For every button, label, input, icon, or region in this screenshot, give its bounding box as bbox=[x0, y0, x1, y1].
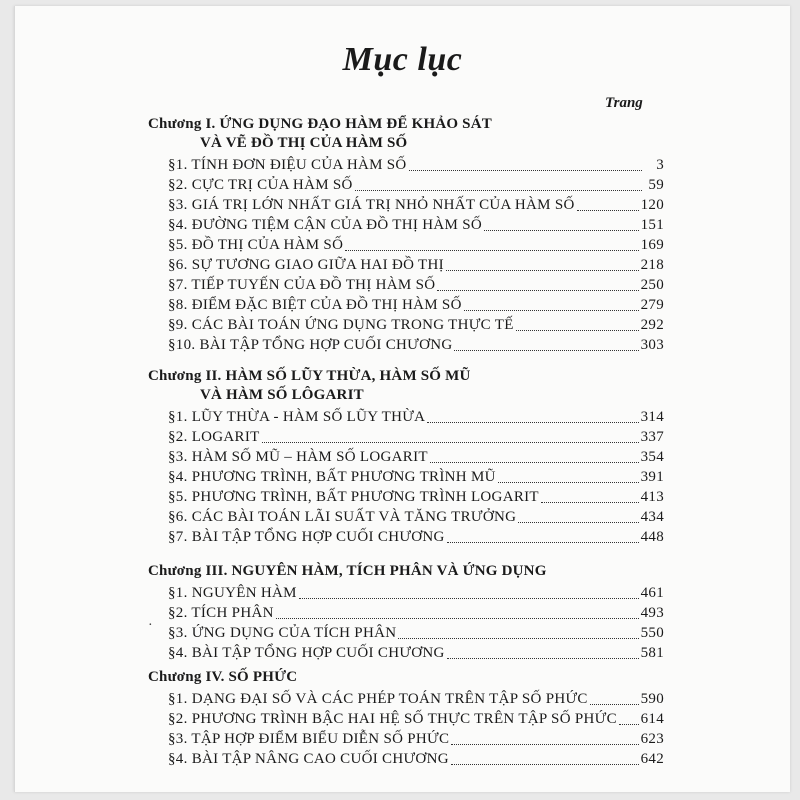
toc-entry[interactable] bbox=[168, 729, 664, 748]
toc-entry-page: 448 bbox=[640, 529, 664, 545]
dot-leader bbox=[454, 349, 638, 351]
toc-entry-label: §9. CÁC BÀI TOÁN ỨNG DỤNG TRONG THỰC TẾ bbox=[168, 317, 514, 333]
toc-entry-label: §5. ĐỒ THỊ CỦA HÀM SỐ bbox=[168, 237, 344, 253]
toc-entry-label: §7. TIẾP TUYẾN CỦA ĐỒ THỊ HÀM SỐ bbox=[168, 277, 436, 293]
toc-entry-page: 250 bbox=[640, 277, 664, 293]
toc-entry-label: §6. CÁC BÀI TOÁN LÃI SUẤT VÀ TĂNG TRƯỞNG bbox=[168, 509, 517, 525]
toc-entry[interactable] bbox=[168, 487, 664, 506]
dot-leader bbox=[484, 229, 639, 231]
toc-entry-page: 218 bbox=[640, 257, 664, 273]
dot-leader bbox=[355, 189, 642, 191]
toc-entry-page: 391 bbox=[640, 469, 664, 485]
toc-entry-page: 614 bbox=[640, 711, 664, 727]
toc-entry-page: 493 bbox=[640, 605, 664, 621]
toc-entry-label: §1. LŨY THỪA - HÀM SỐ LŨY THỪA bbox=[168, 409, 426, 425]
toc-entry[interactable] bbox=[168, 155, 664, 174]
toc-entry[interactable] bbox=[168, 467, 664, 486]
toc-entry[interactable] bbox=[168, 295, 664, 314]
toc-entry-page: 623 bbox=[640, 731, 664, 747]
toc-entry[interactable] bbox=[168, 195, 664, 214]
toc-entry-label: §4. ĐƯỜNG TIỆM CẬN CỦA ĐỒ THỊ HÀM SỐ bbox=[168, 217, 482, 233]
chapter-title-line1: Chương III. NGUYÊN HÀM, TÍCH PHÂN VÀ ỨNG DỤNG bbox=[148, 563, 547, 579]
toc-entry-label: §3. HÀM SỐ MŨ – HÀM SỐ LOGARIT bbox=[168, 449, 428, 465]
dot-leader bbox=[446, 269, 639, 271]
toc-entry[interactable] bbox=[168, 749, 664, 768]
chapter-title-line2: VÀ VẼ ĐỒ THỊ CỦA HÀM SỐ bbox=[200, 135, 408, 151]
dot-leader bbox=[516, 329, 639, 331]
toc-entry-label: §1. TÍNH ĐƠN ĐIỆU CỦA HÀM SỐ bbox=[168, 157, 407, 173]
toc-entry-page: 590 bbox=[640, 691, 664, 707]
toc-entry-label: §1. DẠNG ĐẠI SỐ VÀ CÁC PHÉP TOÁN TRÊN TẬP SỐ PHỨC bbox=[168, 691, 588, 707]
toc-entry[interactable] bbox=[168, 315, 664, 334]
dot-leader bbox=[276, 617, 639, 619]
dot-leader bbox=[518, 521, 638, 523]
page-title: Mục lục bbox=[342, 41, 463, 78]
chapter-title-line1: Chương II. HÀM SỐ LŨY THỪA, HÀM SỐ MŨ bbox=[148, 368, 471, 384]
dot-leader bbox=[409, 169, 642, 171]
toc-entry[interactable] bbox=[168, 709, 664, 728]
toc-entry-label: §3. GIÁ TRỊ LỚN NHẤT GIÁ TRỊ NHỎ NHẤT CỦA HÀM SỐ bbox=[168, 197, 575, 213]
dot-leader bbox=[464, 309, 639, 311]
chapter-heading bbox=[148, 669, 297, 686]
dot-leader bbox=[498, 481, 639, 483]
toc-entry-label: §1. NGUYÊN HÀM bbox=[168, 585, 297, 601]
toc-entry-label: §8. ĐIỂM ĐẶC BIỆT CỦA ĐỒ THỊ HÀM SỐ bbox=[168, 297, 462, 313]
page-column-label: Trang bbox=[605, 95, 643, 111]
toc-entry-page: 642 bbox=[640, 751, 664, 767]
dot-leader bbox=[541, 501, 639, 503]
dot-leader bbox=[398, 637, 638, 639]
toc-entry[interactable] bbox=[168, 215, 664, 234]
toc-entry-label: §4. BÀI TẬP NÂNG CAO CUỐI CHƯƠNG bbox=[168, 751, 449, 767]
toc-entry-page: 413 bbox=[640, 489, 664, 505]
toc-entry-page: 337 bbox=[640, 429, 664, 445]
toc-entry[interactable] bbox=[168, 255, 664, 274]
toc-entry-page: 59 bbox=[648, 177, 664, 193]
toc-entry-label: §2. LOGARIT bbox=[168, 429, 260, 445]
dot-leader bbox=[577, 209, 639, 211]
chapter-heading bbox=[148, 116, 492, 152]
toc-entry-label: §4. BÀI TẬP TỔNG HỢP CUỐI CHƯƠNG bbox=[168, 645, 445, 661]
toc-entry-label: §5. PHƯƠNG TRÌNH, BẤT PHƯƠNG TRÌNH LOGARIT bbox=[168, 489, 539, 505]
toc-entry[interactable] bbox=[168, 689, 664, 708]
toc-entry[interactable] bbox=[168, 175, 664, 194]
toc-entry[interactable] bbox=[168, 603, 664, 622]
toc-entry-page: 151 bbox=[640, 217, 664, 233]
toc-entry[interactable] bbox=[168, 447, 664, 466]
dot-leader bbox=[345, 249, 638, 251]
toc-entry-label: §2. CỰC TRỊ CỦA HÀM SỐ bbox=[168, 177, 353, 193]
toc-entry-page: 279 bbox=[640, 297, 664, 313]
dot-leader bbox=[451, 763, 639, 765]
toc-entry-page: 434 bbox=[640, 509, 664, 525]
toc-entry-label: §7. BÀI TẬP TỔNG HỢP CUỐI CHƯƠNG bbox=[168, 529, 445, 545]
toc-entry-page: 303 bbox=[640, 337, 664, 353]
toc-entry[interactable] bbox=[168, 643, 664, 662]
toc-entry[interactable] bbox=[168, 427, 664, 446]
dot-leader bbox=[590, 703, 639, 705]
dot-leader bbox=[427, 421, 638, 423]
toc-entry-page: 314 bbox=[640, 409, 664, 425]
toc-entry-page: 354 bbox=[640, 449, 664, 465]
toc-entry[interactable] bbox=[168, 275, 664, 294]
toc-entry-page: 461 bbox=[640, 585, 664, 601]
book-page bbox=[14, 6, 790, 792]
toc-entry-label: §6. SỰ TƯƠNG GIAO GIỮA HAI ĐỒ THỊ bbox=[168, 257, 444, 273]
toc-entry-page: 292 bbox=[640, 317, 664, 333]
toc-entry-page: 3 bbox=[656, 157, 664, 173]
toc-entry[interactable] bbox=[168, 335, 664, 354]
toc-entry[interactable] bbox=[168, 623, 664, 642]
dot-leader bbox=[451, 743, 638, 745]
dot-leader bbox=[430, 461, 639, 463]
toc-entry-page: 169 bbox=[640, 237, 664, 253]
toc-entry[interactable] bbox=[168, 583, 664, 602]
chapter-title-line2: VÀ HÀM SỐ LÔGARIT bbox=[200, 387, 364, 403]
chapter-title-line1: Chương IV. SỐ PHỨC bbox=[148, 669, 298, 685]
toc-entry-label: §10. BÀI TẬP TỔNG HỢP CUỐI CHƯƠNG bbox=[168, 337, 453, 353]
toc-entry-label: §2. PHƯƠNG TRÌNH BẬC HAI HỆ SỐ THỰC TRÊN TẬP SỐ PHỨC bbox=[168, 711, 617, 727]
dot-leader bbox=[299, 597, 639, 599]
toc-entry[interactable] bbox=[168, 527, 664, 546]
chapter-heading bbox=[148, 368, 471, 404]
dot-leader bbox=[619, 723, 639, 725]
toc-entry-label: §3. ỨNG DỤNG CỦA TÍCH PHÂN bbox=[168, 625, 397, 641]
dot-leader bbox=[447, 657, 639, 659]
toc-entry[interactable] bbox=[168, 407, 664, 426]
toc-entry-page: 550 bbox=[640, 625, 664, 641]
toc-entry-page: 581 bbox=[640, 645, 664, 661]
dot-leader bbox=[437, 289, 638, 291]
toc-entry-label: §3. TẬP HỢP ĐIỂM BIỂU DIỄN SỐ PHỨC bbox=[168, 731, 450, 747]
toc-entry[interactable] bbox=[168, 235, 664, 254]
margin-mark: · bbox=[148, 618, 153, 633]
toc-entry-page: 120 bbox=[640, 197, 664, 213]
dot-leader bbox=[447, 541, 639, 543]
chapter-title-line1: Chương I. ỨNG DỤNG ĐẠO HÀM ĐỂ KHẢO SÁT bbox=[148, 116, 492, 132]
toc-entry-label: §4. PHƯƠNG TRÌNH, BẤT PHƯƠNG TRÌNH MŨ bbox=[168, 469, 496, 485]
toc-entry[interactable] bbox=[168, 507, 664, 526]
toc-entry-label: §2. TÍCH PHÂN bbox=[168, 605, 274, 621]
dot-leader bbox=[262, 441, 639, 443]
chapter-heading bbox=[148, 563, 547, 580]
